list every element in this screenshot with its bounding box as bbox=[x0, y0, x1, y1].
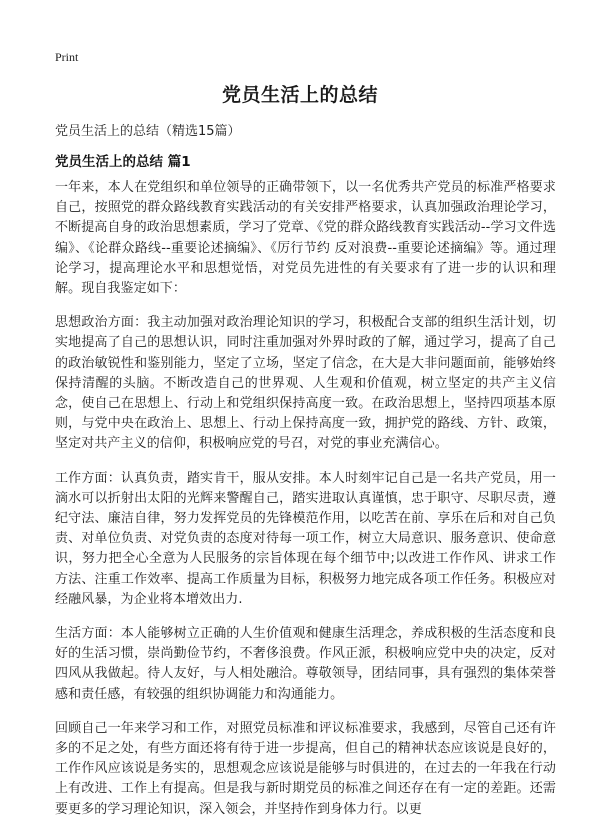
document-title: 党员生活上的总结 bbox=[221, 84, 378, 106]
paragraph-review: 回顾自己一年来学习和工作，对照党员标准和评议标准要求，我感到，尽管自己还有许多的不足之处，有些方面还将有待于进一步提高，但自己的精神状态应该说是良好的，工作作风应该说是务实的，思想观念应该说是能够与时俱进的，在过去的一年我在行动上有改进、工作上有提高。但是我与新时期党员的标准之间还存在有一定的差距。还需要更多的学习理论知识，深入领会，并坚持作到身体力行。以更 bbox=[55, 720, 556, 817]
paragraph-work: 工作方面：认真负责，踏实肯干，服从安排。本人时刻牢记自己是一名共产党员，用一滴水可以折射出太阳的光辉来警醒自己，踏实进取认真谨慎，忠于职守、尽职尽责，遵纪守法、廉洁自律，努力发挥党员的先锋模范作用，以吃苦在前、享乐在后和对自己负责、对单位负责、对党负责的态度对待每一项工作，树立大局意识、服务意识、使命意识，努力把全心全意为人民服务的宗旨体现在每个细节中;以改进工作作风、讲求工作方法、注重工作效率、提高工作质量为目标，积极努力地完成各项工作任务。积极应对经融风暴，为企业将本增效出力. bbox=[55, 470, 556, 607]
document-subtitle: 党员生活上的总结（精选15篇） bbox=[55, 124, 241, 139]
print-link[interactable]: Print bbox=[55, 50, 79, 64]
document-body bbox=[55, 178, 556, 834]
paragraph-life: 生活方面：本人能够树立正确的人生价值观和健康生活理念，养成积极的生活态度和良好的生活习惯，崇尚勤俭节约，不奢侈浪费。作风正派，积极响应党中央的决定，反对四风从我做起。待人友好，与人相处融洽。尊敬领导，团结同事，具有强烈的集体荣誉感和责任感，有较强的组织协调能力和沟通能力。 bbox=[55, 626, 556, 702]
paragraph-political: 思想政治方面：我主动加强对政治理论知识的学习，积极配合支部的组织生活计划，切实地提高了自己的思想认识，同时注重加强对外界时政的了解，通过学习，提高了自己的政治敏锐性和鉴别能力，坚定了立场，坚定了信念，在大是大非问题面前，能够始终保持清醒的头脑。不断改造自己的世界观、人生观和价值观，树立坚定的共产主义信念，使自己在思想上、行动上和党组织保持高度一致。在政治思想上，坚持四项基本原则，与党中央在政治上、思想上、行动上保持高度一致，拥护党的路线、方针、政策，坚定对共产主义的信仰，积极响应党的号召，对党的事业充满信心。 bbox=[55, 315, 556, 452]
paragraph-intro: 一年来，本人在党组织和单位领导的正确带领下，以一名优秀共产党员的标准严格要求自己，按照党的群众路线教育实践活动的有关安排严格要求，认真加强政治理论学习，不断提高自身的政治思想素质，学习了党章、《党的群众路线教育实践活动--学习文件选编》、《论群众路线--重要论述摘编》、《厉行节约 反对浪费--重要论述摘编》等。通过理论学习，提高理论水平和思想觉悟，对党员先进性的有关要求有了进一步的认识和理解。现自我鉴定如下： bbox=[55, 180, 556, 297]
section-heading: 党员生活上的总结 篇1 bbox=[55, 154, 191, 170]
